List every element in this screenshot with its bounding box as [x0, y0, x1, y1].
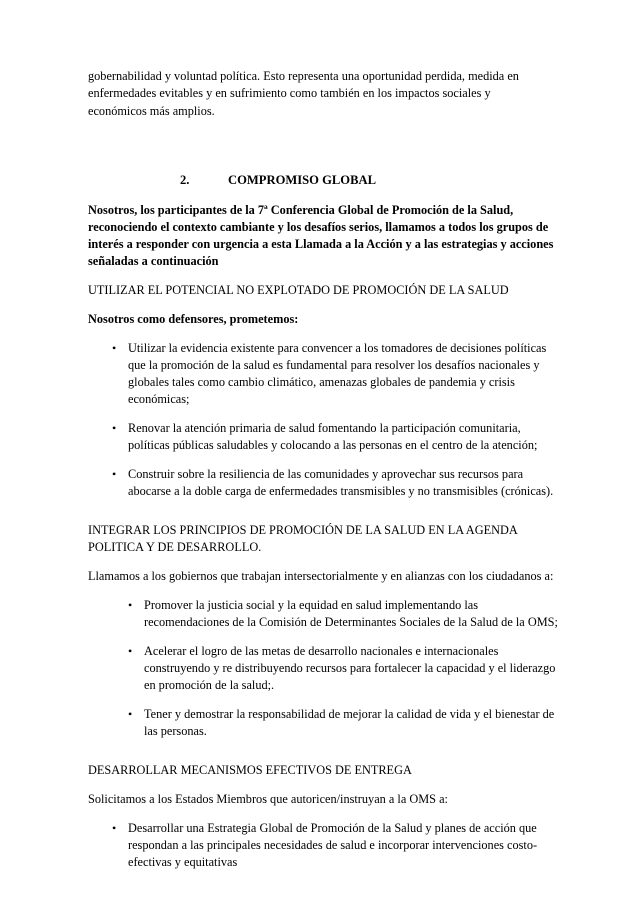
list-item [88, 643, 558, 694]
list-line: económicas; [128, 392, 190, 406]
list-line: Desarrollar una Estrategia Global de Promoción de la Salud y planes de acción que [128, 821, 537, 835]
list-item [88, 820, 558, 871]
list-line: Promover la justicia social y la equidad en salud implementando las [144, 598, 478, 612]
list-line: las personas. [144, 724, 207, 738]
section2-title-line: INTEGRAR LOS PRINCIPIOS DE PROMOCIÓN DE LA SALUD EN LA AGENDA [88, 523, 518, 537]
intro-line: económicos más amplios. [88, 104, 215, 118]
section2-list [88, 597, 558, 740]
list-line: Utilizar la evidencia existente para convencer a los tomadores de decisiones políticas [128, 341, 547, 355]
bullet-icon: • [128, 707, 133, 721]
list-line: recomendaciones de la Comisión de Determinantes Sociales de la Salud de la OMS; [144, 615, 558, 629]
list-line: en promoción de la salud;. [144, 678, 275, 692]
declaration-paragraph [88, 202, 558, 270]
bullet-icon: • [112, 341, 117, 355]
section1-title: UTILIZAR EL POTENCIAL NO EXPLOTADO DE PROMOCIÓN DE LA SALUD [88, 283, 509, 297]
list-item [88, 706, 558, 740]
bullet-icon: • [112, 821, 117, 835]
list-item [88, 420, 558, 454]
section3-lead: Solicitamos a los Estados Miembros que autoricen/instruyan a la OMS a: [88, 792, 448, 806]
declaration-line: interés a responder con urgencia a esta Llamada a la Acción y a las estrategias y acciones [88, 237, 554, 251]
bullet-icon: • [112, 421, 117, 435]
declaration-line: reconociendo el contexto cambiante y los desafíos serios, llamamos a todos los grupos de [88, 220, 549, 234]
heading-number: 2. [180, 173, 190, 187]
list-item [88, 466, 558, 500]
intro-line: gobernabilidad y voluntad política. Esto representa una oportunidad perdida, medida en [88, 69, 519, 83]
list-line: abocarse a la doble carga de enfermedades transmisibles y no transmisibles (crónicas). [128, 484, 554, 498]
list-line: Construir sobre la resiliencia de las comunidades y aprovechar sus recursos para [128, 467, 524, 481]
list-line: respondan a las principales necesidades de salud e incorporar intervenciones costo- [128, 838, 538, 852]
list-line: Renovar la atención primaria de salud fomentando la participación comunitaria, [128, 421, 521, 435]
bullet-icon: • [128, 598, 133, 612]
list-line: efectivas y equitativas [128, 855, 238, 869]
section2-title-line: POLITICA Y DE DESARROLLO. [88, 540, 262, 554]
intro-line: enfermedades evitables y en sufrimiento como también en los impactos sociales y [88, 86, 491, 100]
intro-paragraph [88, 68, 558, 121]
list-line: globales tales como cambio climático, amenazas globales de pandemia y crisis [128, 375, 515, 389]
list-line: construyendo y re distribuyendo recursos para fortalecer la capacidad y el liderazgo [144, 661, 556, 675]
declaration-line: señaladas a continuación [88, 254, 219, 268]
section1-lead: Nosotros como defensores, prometemos: [88, 312, 299, 326]
heading-title: COMPROMISO GLOBAL [228, 173, 376, 187]
bullet-icon: • [112, 467, 117, 481]
section3-list [88, 820, 558, 871]
list-item [88, 597, 558, 631]
section1-list [88, 340, 558, 500]
section3-title: DESARROLLAR MECANISMOS EFECTIVOS DE ENTREGA [88, 763, 412, 777]
section2-title [88, 522, 558, 556]
list-line: Acelerar el logro de las metas de desarrollo nacionales e internacionales [144, 644, 499, 658]
list-item [88, 340, 558, 408]
list-line: que la promoción de la salud es fundamental para resolver los desafíos nacionales y [128, 358, 540, 372]
section2-lead: Llamamos a los gobiernos que trabajan intersectorialmente y en alianzas con los ciudadanos a: [88, 569, 554, 583]
list-line: Tener y demostrar la responsabilidad de mejorar la calidad de vida y el bienestar de [144, 707, 555, 721]
bullet-icon: • [128, 644, 133, 658]
declaration-line: Nosotros, los participantes de la 7ª Conferencia Global de Promoción de la Salud, [88, 203, 514, 217]
document-page [88, 68, 558, 871]
list-line: políticas públicas saludables y colocando a las personas en el centro de la atención; [128, 438, 538, 452]
section-heading [88, 172, 558, 189]
